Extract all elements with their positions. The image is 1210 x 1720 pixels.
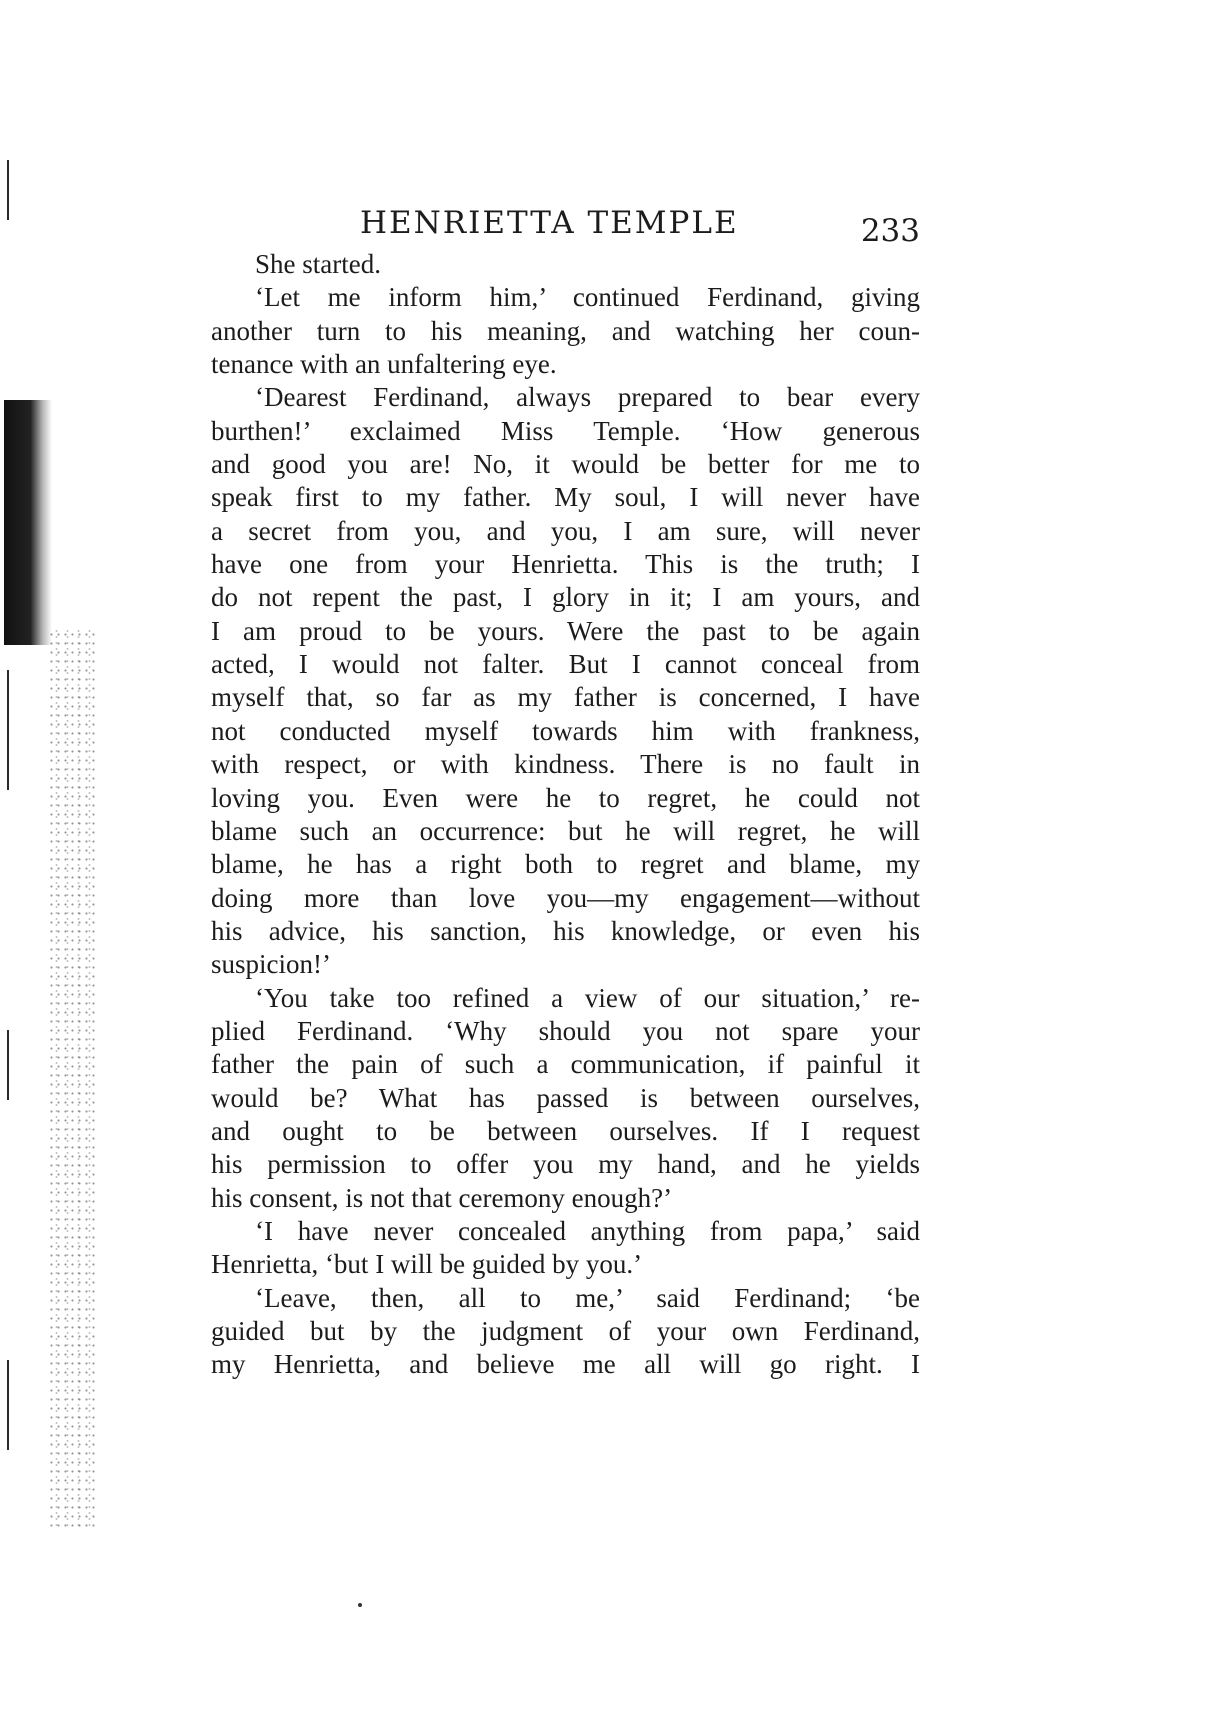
text-line: another turn to his meaning, and watching her coun- [211, 315, 920, 346]
scan-edge-line [7, 160, 9, 220]
text-line: do not repent the past, I glory in it; I am yours, and [211, 582, 920, 613]
body-text [211, 248, 920, 1382]
text-line: plied Ferdinand. ‘Why should you not spare your [211, 1015, 920, 1046]
text-line: ‘Let me inform him,’ continued Ferdinand, giving [255, 282, 920, 313]
text-line: myself that, so far as my father is concerned, I have [211, 682, 920, 713]
scan-edge-line [7, 1030, 9, 1100]
text-line: father the pain of such a communication, if painful it [211, 1049, 920, 1080]
text-line: ‘Dearest Ferdinand, always prepared to bear every [255, 382, 920, 413]
text-line: his consent, is not that ceremony enough?’ [211, 1182, 673, 1213]
text-line: She started. [255, 249, 381, 279]
text-line: I am proud to be yours. Were the past to be again [211, 615, 920, 646]
text-line: have one from your Henrietta. This is the truth; I [211, 549, 920, 580]
gutter-speckle [48, 630, 98, 1530]
text-line: loving you. Even were he to regret, he could not [211, 782, 920, 813]
scan-edge-line [7, 670, 9, 790]
text-line: suspicion!’ [211, 949, 331, 980]
text-line: his advice, his sanction, his knowledge, or even his [211, 915, 920, 946]
text-line: Henrietta, ‘but I will be guided by you.’ [211, 1249, 643, 1280]
gutter-shadow [4, 400, 52, 645]
text-line: speak first to my father. My soul, I will never have [211, 482, 920, 513]
text-line: burthen!’ exclaimed Miss Temple. ‘How generous [211, 415, 920, 446]
text-line: doing more than love you—my engagement—without [211, 882, 920, 913]
text-line: a secret from you, and you, I am sure, will never [211, 515, 920, 546]
text-line: ‘You take too refined a view of our situation,’ re- [255, 982, 920, 1013]
scan-edge-line [7, 1360, 9, 1450]
text-line: ‘Leave, then, all to me,’ said Ferdinand; ‘be [255, 1282, 920, 1313]
text-line: ‘I have never concealed anything from papa,’ said [255, 1215, 920, 1246]
text-line: his permission to offer you my hand, and he yields [211, 1149, 920, 1180]
page-number: 233 [860, 213, 920, 249]
text-line: blame such an occurrence: but he will regret, he will [211, 815, 920, 846]
text-line: not conducted myself towards him with frankness, [211, 715, 920, 746]
text-line: acted, I would not falter. But I cannot conceal from [211, 649, 920, 680]
text-line: guided but by the judgment of your own Ferdinand, [211, 1316, 920, 1346]
text-line: would be? What has passed is between ourselves, [211, 1082, 920, 1113]
text-line: and ought to be between ourselves. If I request [211, 1115, 920, 1146]
text-line: my Henrietta, and believe me all will go right. I [211, 1349, 920, 1380]
text-line: with respect, or with kindness. There is no fault in [211, 749, 920, 780]
text-line: and good you are! No, it would be better for me to [211, 449, 920, 480]
running-title: HENRIETTA TEMPLE [360, 205, 739, 241]
text-line: blame, he has a right both to regret and blame, my [211, 849, 920, 880]
text-line: tenance with an unfaltering eye. [211, 349, 557, 380]
ink-speck [358, 1603, 362, 1607]
